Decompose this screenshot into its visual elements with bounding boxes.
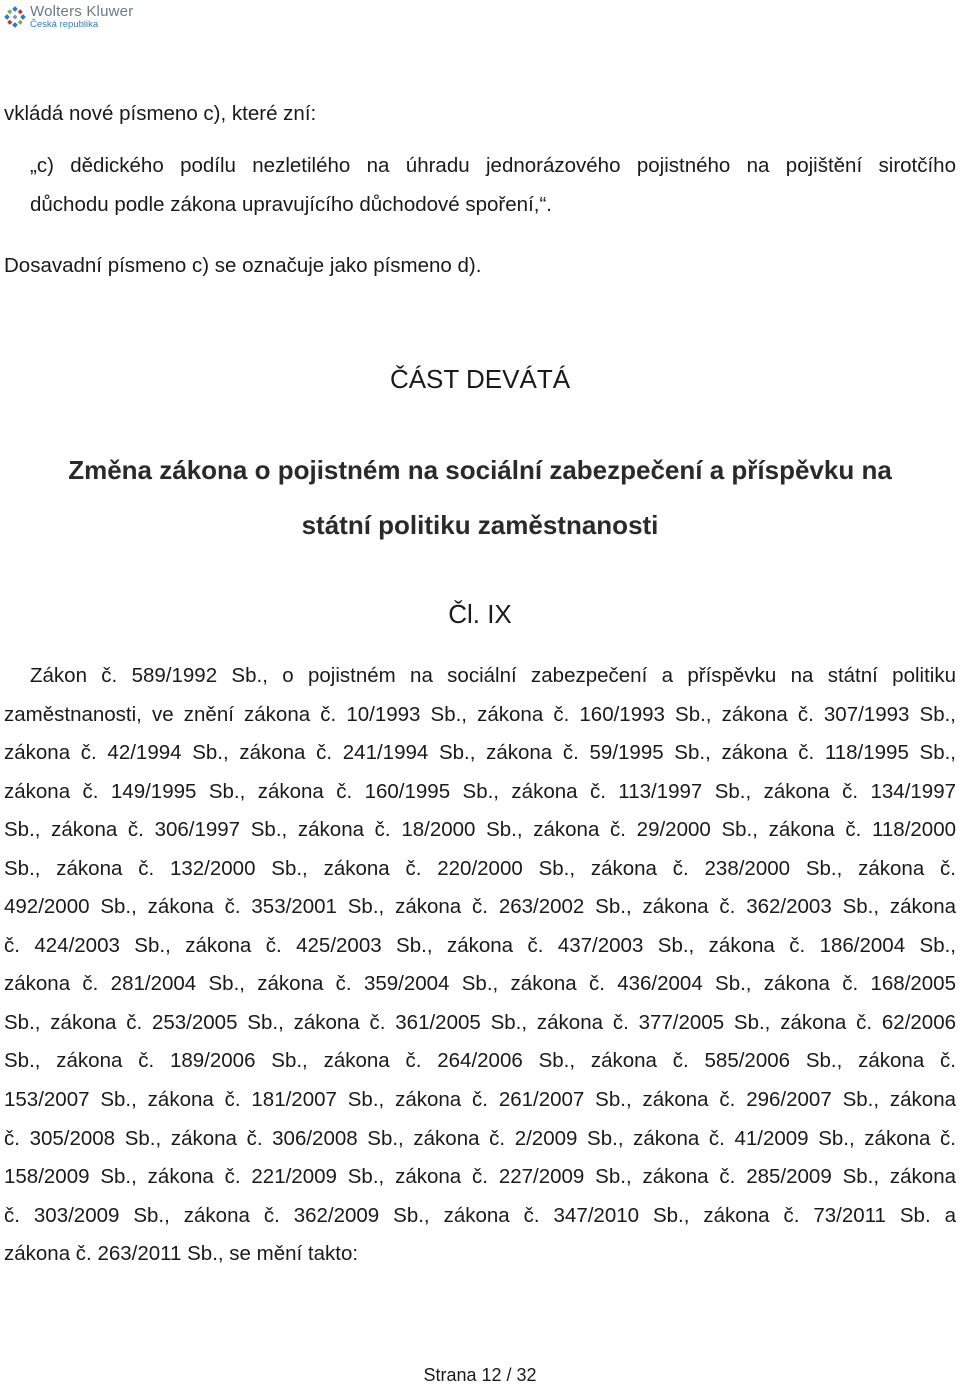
part-heading: ČÁST DEVÁTÁ (389, 364, 571, 394)
logo-subtitle: Česká republika (30, 19, 99, 30)
law-text-line: č. 303/2009 Sb., zákona č. 362/2009 Sb., zákona č. 347/2010 Sb., zákona č. 73/2011 Sb. a (4, 1204, 956, 1227)
law-text-line: zákona č. 149/1995 Sb., zákona č. 160/1995 Sb., zákona č. 113/1997 Sb., zákona č. 134/1997 (4, 780, 956, 803)
article-number: Čl. IX (448, 599, 512, 629)
law-text-line: Sb., zákona č. 132/2000 Sb., zákona č. 220/2000 Sb., zákona č. 238/2000 Sb., zákona č. (4, 857, 956, 880)
law-text-line: č. 424/2003 Sb., zákona č. 425/2003 Sb., zákona č. 437/2003 Sb., zákona č. 186/2004 Sb., (4, 934, 956, 957)
law-text-line: 153/2007 Sb., zákona č. 181/2007 Sb., zákona č. 261/2007 Sb., zákona č. 296/2007 Sb., zákona (4, 1088, 956, 1111)
wolters-kluwer-logo-icon (4, 6, 26, 28)
law-text-line: 492/2000 Sb., zákona č. 353/2001 Sb., zákona č. 263/2002 Sb., zákona č. 362/2003 Sb., zákona (4, 895, 956, 918)
law-text-line-last: zákona č. 263/2011 Sb., se mění takto: (4, 1242, 359, 1265)
law-text-line: 158/2009 Sb., zákona č. 221/2009 Sb., zákona č. 227/2009 Sb., zákona č. 285/2009 Sb., zákona (4, 1165, 956, 1188)
logo-name: Wolters Kluwer (30, 3, 134, 20)
logo-text (30, 4, 133, 30)
part-title-line-2: státní politiku zaměstnanosti (301, 510, 659, 540)
paragraph-intro: vkládá nové písmeno c), které zní: (4, 102, 317, 125)
law-text-line: zákona č. 281/2004 Sb., zákona č. 359/2004 Sb., zákona č. 436/2004 Sb., zákona č. 168/2005 (4, 972, 956, 995)
law-text-line: zákona č. 42/1994 Sb., zákona č. 241/1994 Sb., zákona č. 59/1995 Sb., zákona č. 118/1995 Sb., (4, 741, 956, 764)
law-text-line: Sb., zákona č. 189/2006 Sb., zákona č. 264/2006 Sb., zákona č. 585/2006 Sb., zákona č. (4, 1049, 956, 1072)
page-number: Strana 12 / 32 (423, 1365, 537, 1385)
law-text-line: č. 305/2008 Sb., zákona č. 306/2008 Sb., zákona č. 2/2009 Sb., zákona č. 41/2009 Sb., zákona č. (4, 1127, 956, 1150)
quote-line-1: „c) dědického podílu nezletilého na úhradu jednorázového pojistného na pojištění sirotčího (30, 154, 956, 177)
paragraph-renaming: Dosavadní písmeno c) se označuje jako písmeno d). (4, 254, 482, 277)
law-text-line: zaměstnanosti, ve znění zákona č. 10/1993 Sb., zákona č. 160/1993 Sb., zákona č. 307/1993 Sb., (4, 703, 956, 726)
law-text-line: Sb., zákona č. 306/1997 Sb., zákona č. 18/2000 Sb., zákona č. 29/2000 Sb., zákona č. 118/2000 (4, 818, 956, 841)
quote-line-2: důchodu podle zákona upravujícího důchodové spoření,“. (30, 193, 552, 216)
part-title-line-1: Změna zákona o pojistném na sociální zabezpečení a příspěvku na (68, 455, 892, 485)
publisher-logo (4, 4, 133, 30)
law-text-line: Zákon č. 589/1992 Sb., o pojistném na sociální zabezpečení a příspěvku na státní politiku (30, 664, 956, 687)
law-text-line: Sb., zákona č. 253/2005 Sb., zákona č. 361/2005 Sb., zákona č. 377/2005 Sb., zákona č. 62/2006 (4, 1011, 956, 1034)
